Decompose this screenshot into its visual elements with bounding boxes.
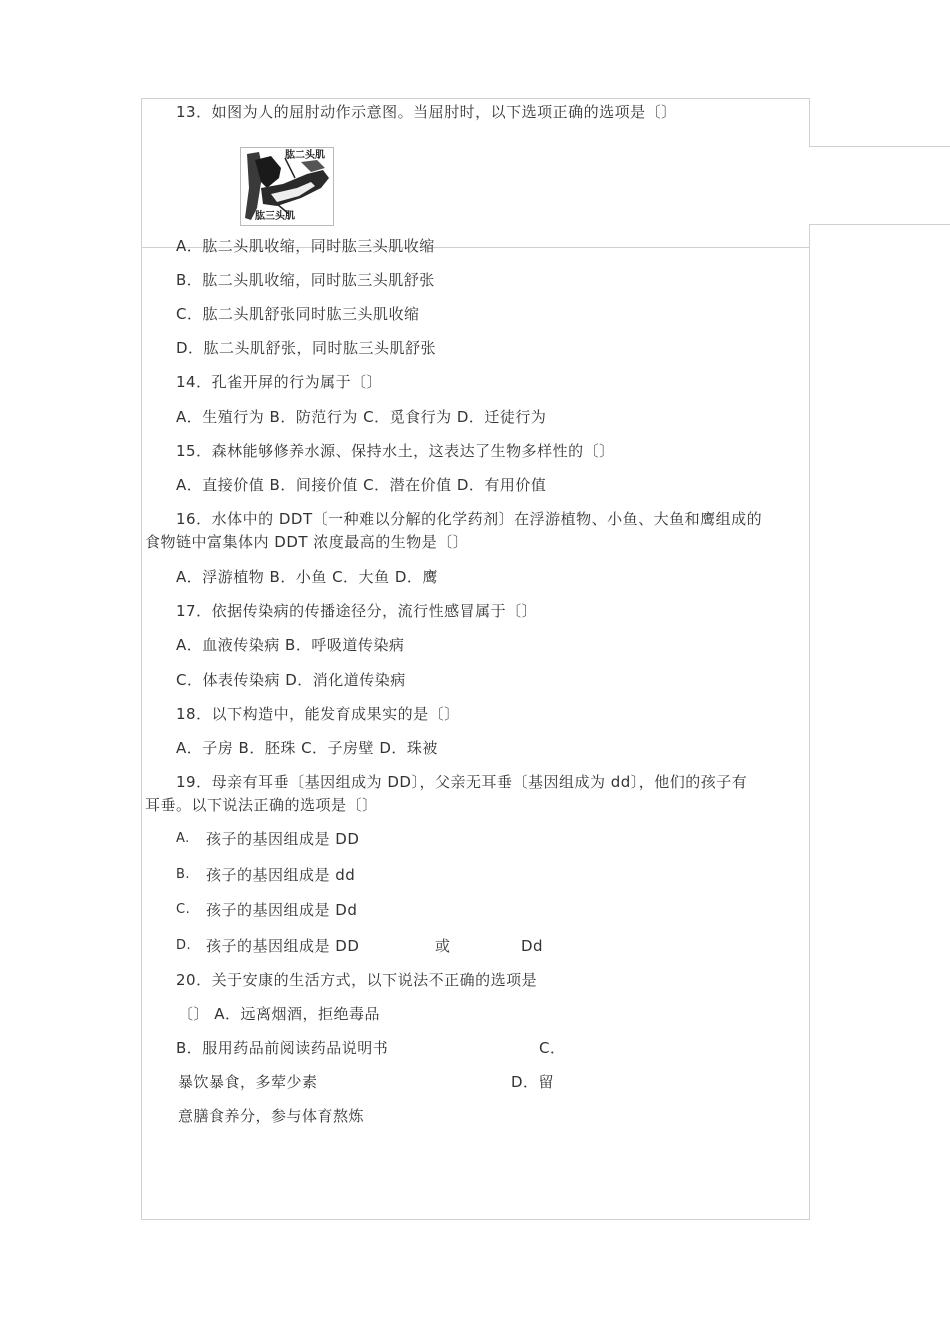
question-16-stem-line2: 食物链中富集体内 DDT 浓度最高的生物是〔〕 <box>145 533 469 551</box>
biceps-label: 肱二头肌 <box>285 150 325 161</box>
elbow-flexion-figure <box>240 147 334 226</box>
question-13-option-d: D．肱二头肌舒张，同时肱三头肌舒张 <box>176 339 437 357</box>
frame-notch-line <box>809 146 950 147</box>
question-20-line-a: 〔〕 A．远离烟酒，拒绝毒品 <box>178 1005 381 1023</box>
question-15-stem: 15．森林能够修养水源、保持水土，这表达了生物多样性的〔〕 <box>176 442 615 460</box>
question-20-line-d: 意膳食养分，参与体育熬炼 <box>178 1107 365 1125</box>
frame-right-tab <box>809 224 950 225</box>
question-13-option-c: C．肱二头肌舒张同时肱三头肌收缩 <box>176 305 420 323</box>
frame-top-border <box>141 98 809 99</box>
question-20-line-b: B．服用药品前阅读药品说明书 <box>176 1039 389 1057</box>
question-15-options: A．直接价值 B．间接价值 C．潜在价值 D．有用价值 <box>176 476 547 494</box>
question-16-options: A．浮游植物 B．小鱼 C．大鱼 D．鹰 <box>176 568 438 586</box>
question-19-option-c-letter: C. <box>176 902 191 917</box>
question-19-option-a-text: 孩子的基因组成是 DD <box>206 830 360 848</box>
question-19-option-a-letter: A. <box>176 831 190 846</box>
frame-right-border-lower <box>809 224 810 1220</box>
question-13-stem: 13．如图为人的屈肘动作示意图。当屈肘时，以下选项正确的选项是〔〕 <box>176 103 677 121</box>
question-20-line-b-right: C． <box>539 1039 566 1057</box>
question-17-options-1: A．血液传染病 B．呼吸道传染病 <box>176 636 405 654</box>
frame-left-border <box>141 98 142 1220</box>
question-19-option-c-text: 孩子的基因组成是 Dd <box>206 901 358 919</box>
question-19-stem-line2: 耳垂。以下说法正确的选项是〔〕 <box>145 796 378 814</box>
frame-bottom-border <box>141 1219 809 1220</box>
question-19-option-d-alt: Dd <box>521 937 544 955</box>
question-19-option-b-letter: B. <box>176 867 191 882</box>
question-19-option-d-or: 或 <box>435 937 451 955</box>
question-13-option-b: B．肱二头肌收缩，同时肱三头肌舒张 <box>176 271 435 289</box>
question-19-stem-line1: 19．母亲有耳垂〔基因组成为 DD〕，父亲无耳垂〔基因组成为 dd〕，他们的孩子有 <box>176 773 748 791</box>
question-13-option-a: A．肱二头肌收缩，同时肱三头肌收缩 <box>176 237 435 255</box>
question-16-stem-line1: 16．水体中的 DDT〔一种难以分解的化学药剂〕在浮游植物、小鱼、大鱼和鹰组成的 <box>176 510 763 528</box>
question-17-options-2: C．体表传染病 D．消化道传染病 <box>176 671 406 689</box>
triceps-label: 肱三头肌 <box>255 211 295 222</box>
question-14-options: A．生殖行为 B．防范行为 C．觅食行为 D．迁徒行为 <box>176 408 547 426</box>
question-19-option-b-text: 孩子的基因组成是 dd <box>206 866 356 884</box>
question-14-stem: 14．孔雀开屏的行为属于〔〕 <box>176 373 383 391</box>
question-17-stem: 17．依据传染病的传播途径分，流行性感冒属于〔〕 <box>176 602 538 620</box>
question-18-stem: 18．以下构造中，能发育成果实的是〔〕 <box>176 705 460 723</box>
frame-right-border-upper <box>809 98 810 146</box>
question-20-line-c-right: D．留 <box>511 1073 555 1091</box>
question-19-option-d-text: 孩子的基因组成是 DD <box>206 937 360 955</box>
question-19-option-d-letter: D. <box>176 938 192 953</box>
question-20-stem: 20．关于安康的生活方式，以下说法不正确的选项是 <box>176 971 538 989</box>
question-20-line-c: 暴饮暴食，多荤少素 <box>178 1073 318 1091</box>
question-18-options: A．子房 B．胚珠 C．子房壁 D．珠被 <box>176 739 438 757</box>
